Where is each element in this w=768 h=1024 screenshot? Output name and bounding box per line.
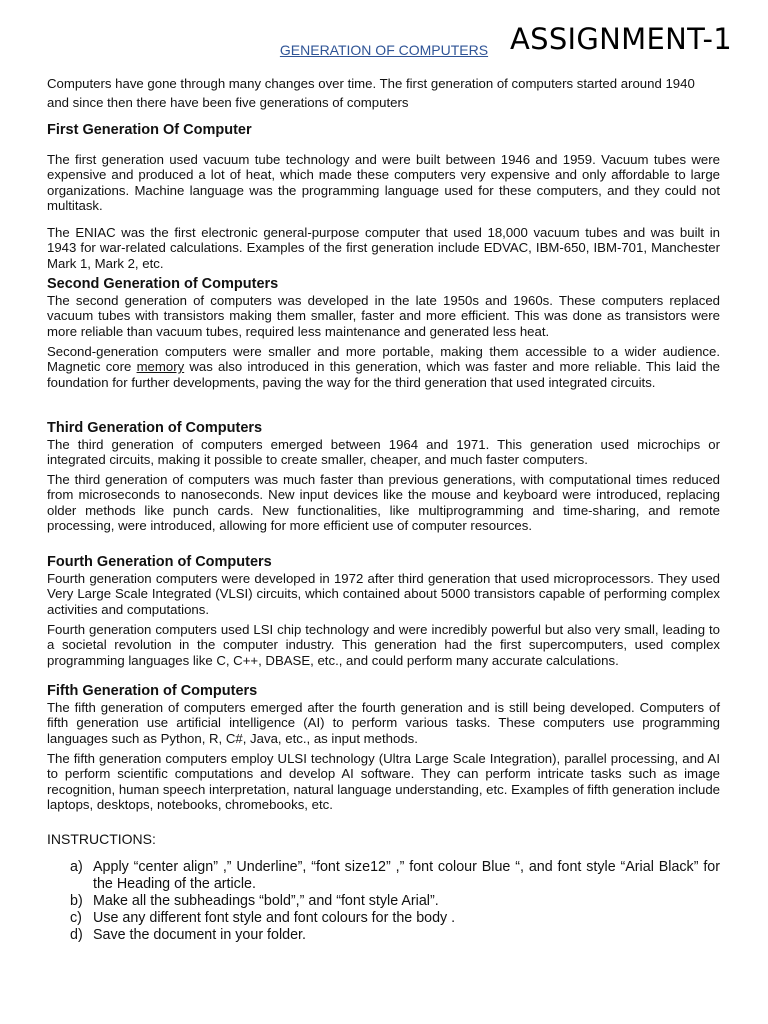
instruction-text: Use any different font style and font colours for the body . (93, 910, 456, 926)
fifth-paragraph-2: The fifth generation computers employ ULSI technology (Ultra Large Scale Integration), parallel processing, and AI to perform scientific computations and develop AI software. They can perform intricate tasks such as image recognition, human speech interpretation, natural language understanding, etc. Examples of fifth generation include laptops, desktops, notebooks, chromebooks, etc. (47, 751, 721, 813)
intro-paragraph: Computers have gone through many changes over time. The first generation of computers started around 1940 and since then there have been five generations of computers (47, 76, 695, 110)
instruction-marker: b) (70, 893, 83, 909)
section-second-body-2 (47, 344, 720, 390)
instruction-item (47, 859, 720, 893)
section-fourth-body-2 (47, 622, 720, 668)
document-title: GENERATION OF COMPUTERS (279, 42, 489, 58)
section-fifth-body (47, 700, 720, 746)
section-third-body-2 (47, 472, 720, 534)
subheading-fifth: Fifth Generation of Computers (47, 683, 258, 699)
first-paragraph-2: The ENIAC was the first electronic general-purpose computer that used 18,000 vacuum tubes and was built in 1943 for war-related calculations. Examples of the first generation include EDVAC, IBM-650, IBM-701, Manchester Mark 1, Mark 2, etc. (47, 225, 720, 271)
fourth-paragraph-2: Fourth generation computers used LSI chip technology and were incredibly powerful but also very small, leading to a societal revolution in the computer industry. This generation had the first supercomputers, used complex programming languages like C, C++, DBASE, etc., and could perform many accurate calculations. (47, 622, 720, 668)
instruction-text: Apply “center align” ,” Underline”, “font size12” ,” font colour Blue “, and font style “Arial Black” for the Heading of the article. (93, 859, 720, 892)
memory-link[interactable]: memory (136, 359, 185, 375)
intro-block (47, 74, 720, 112)
section-third-body (47, 437, 720, 468)
section-first-body-2 (47, 225, 720, 271)
instruction-item (47, 910, 720, 927)
subheading-fourth: Fourth Generation of Computers (47, 554, 272, 570)
instruction-text: Make all the subheadings “bold”,” and “font style Arial”. (93, 893, 439, 909)
first-paragraph-1: The first generation used vacuum tube technology and were built between 1946 and 1959. Vacuum tubes were expensive and produced a lot of heat, which made these computers very expensive and only affordable to large organizations. Machine language was the programming language used for these computers, and they could not multitask. (47, 152, 720, 214)
section-fourth-body (47, 571, 720, 617)
subheading-first: First Generation Of Computer (47, 122, 252, 138)
section-fifth (47, 683, 720, 700)
second-paragraph-1: The second generation of computers was developed in the late 1950s and 1960s. These computers replaced vacuum tubes with transistors making them smaller, faster and more efficient. This was done as transistors were more reliable than vacuum tubes, required less maintenance and generated less heat. (47, 293, 720, 339)
section-third (47, 420, 720, 437)
assignment-label: ASSIGNMENT-1 (510, 22, 732, 56)
instructions-list (47, 859, 720, 944)
fifth-paragraph-1: The fifth generation of computers emerged after the fourth generation and is still being developed. Computers of fifth generation use artificial intelligence (AI) to perform various tasks. These computers use programming languages such as Python, R, C#, Java, etc., as input methods. (47, 700, 720, 746)
instruction-marker: a) (70, 859, 83, 875)
instructions-label: INSTRUCTIONS: (47, 831, 156, 847)
instruction-item (47, 927, 720, 944)
instruction-marker: c) (70, 910, 82, 926)
second-paragraph-2 (47, 344, 720, 390)
fourth-paragraph-1: Fourth generation computers were developed in 1972 after third generation that used microprocessors. They used Very Large Scale Integrated (VLSI) circuits, which contained about 5000 transistors capable of performing complex activities and computations. (47, 571, 720, 617)
subheading-second: Second Generation of Computers (47, 276, 279, 292)
instruction-item (47, 893, 720, 910)
section-first (47, 122, 720, 139)
instructions-block (47, 831, 720, 847)
second-paragraph-2-start: Second-generation computers were smaller and more portable, making them accessible to a wider audience. Magnetic core (47, 344, 720, 375)
third-paragraph-1: The third generation of computers emerged between 1964 and 1971. This generation used microchips or integrated circuits, making it possible to create smaller, cheaper, and much faster computers. (47, 437, 720, 468)
second-paragraph-2-end: was also introduced in this generation, which was faster and more reliable. This laid the foundation for further developments, paving the way for the third generation that used integrated circuits. (47, 359, 720, 390)
section-second-body (47, 293, 720, 339)
section-first-body (47, 152, 720, 214)
instruction-text: Save the document in your folder. (93, 927, 306, 943)
section-second (47, 276, 720, 293)
section-fifth-body-2 (47, 751, 720, 813)
subheading-third: Third Generation of Computers (47, 420, 263, 436)
section-fourth (47, 554, 720, 571)
third-paragraph-2: The third generation of computers was much faster than previous generations, with computational times reduced from microseconds to nanoseconds. New input devices like the mouse and keyboard were introduced, replacing older methods like punch cards. New functionalities, like multiprogramming and time-sharing, and remote processing, were introduced, allowing for more efficient use of computer resources. (47, 472, 720, 534)
instructions-list-block (47, 859, 720, 944)
instruction-marker: d) (70, 927, 83, 943)
